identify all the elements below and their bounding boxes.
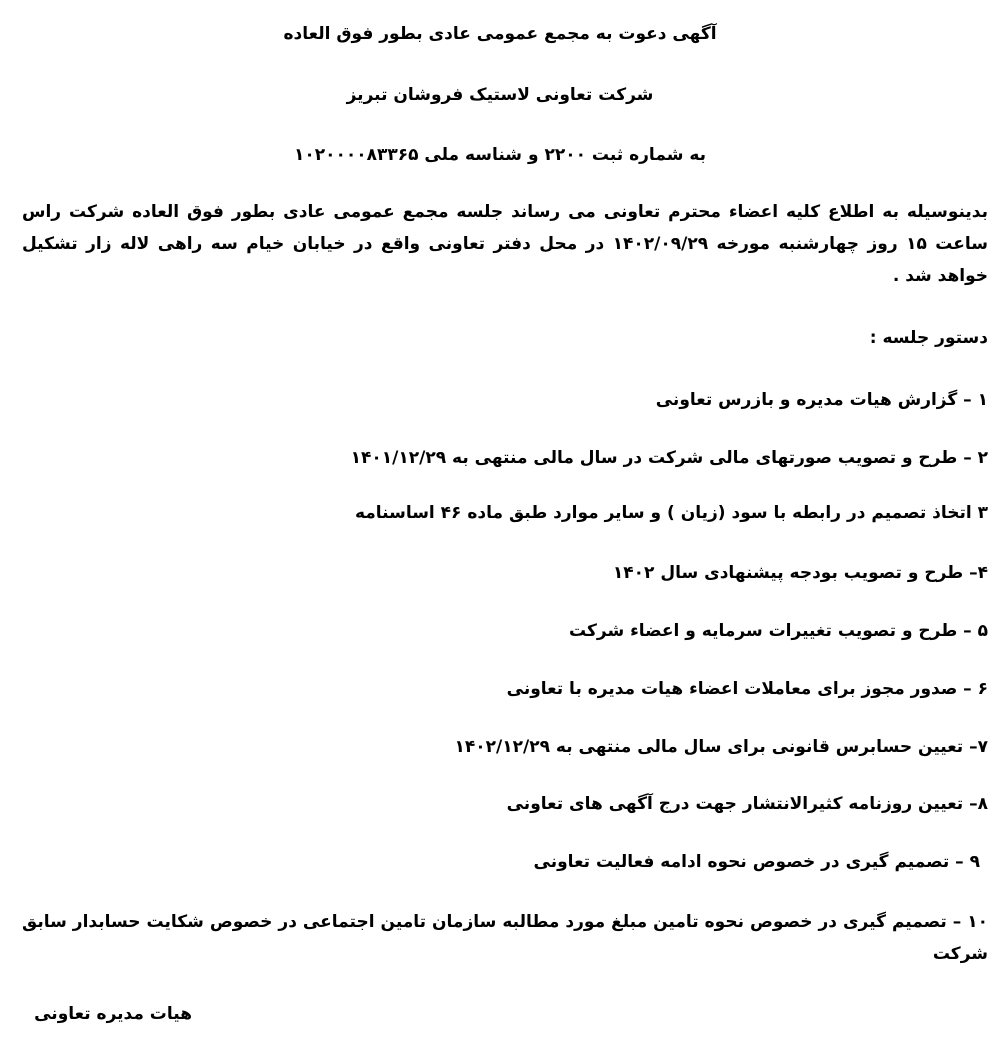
registration-info: به شماره ثبت ۲۲۰۰ و شناسه ملی ۱۰۲۰۰۰۰۸۳۳۶۵	[293, 145, 707, 165]
agenda-item-10: ۱۰ – تصمیم گیری در خصوص نحوه تامین مبلغ مورد مطالبه سازمان تامین اجتماعی در خصوص شکایت حسابدار سابق شرکت	[22, 912, 988, 964]
agenda-item-9: ۹ – تصمیم گیری در خصوص نحوه ادامه فعالیت تعاونی	[533, 852, 980, 872]
agenda-item-1: ۱ – گزارش هیات مدیره و بازرس تعاونی	[655, 390, 988, 410]
agenda-item-2: ۲ – طرح و تصویب صورتهای مالی شرکت در سال مالی منتهی به ۱۴۰۱/۱۲/۲۹	[350, 448, 988, 468]
agenda-item-7: ۷– تعیین حسابرس قانونی برای سال مالی منتهی به ۱۴۰۲/۱۲/۲۹	[454, 737, 988, 757]
signature: هیات مدیره تعاونی	[34, 1004, 192, 1024]
invitation-paragraph: بدینوسیله به اطلاع کلیه اعضاء محترم تعاونی می رساند جلسه مجمع عمومی عادی بطور فوق العاده شرکت راس ساعت ۱۵ روز چهارشنبه مورخه ۱۴۰۲/۰۹/۲۹ در محل دفتر تعاونی واقع در خیابان خیام سه راهی لاله زار تشکیل خواهد شد .	[22, 202, 988, 286]
agenda-item-4: ۴– طرح و تصویب بودجه پیشنهادی سال ۱۴۰۲	[612, 563, 988, 583]
agenda-title: دستور جلسه :	[869, 328, 988, 348]
agenda-item-8: ۸– تعیین روزنامه کثیرالانتشار جهت درج آگهی های تعاونی	[506, 794, 988, 814]
notice-title: آگهی دعوت به مجمع عمومی عادی بطور فوق العاده	[283, 24, 717, 44]
agenda-item-3: ۳ اتخاذ تصمیم در رابطه با سود (زیان ) و سایر موارد طبق ماده ۴۶ اساسنامه	[354, 503, 988, 523]
company-name: شرکت تعاونی لاستیک فروشان تبریز	[346, 85, 654, 105]
agenda-item-5: ۵ – طرح و تصویب تغییرات سرمایه و اعضاء شرکت	[569, 621, 988, 641]
agenda-item-6: ۶ – صدور مجوز برای معاملات اعضاء هیات مدیره با تعاونی	[506, 679, 988, 699]
